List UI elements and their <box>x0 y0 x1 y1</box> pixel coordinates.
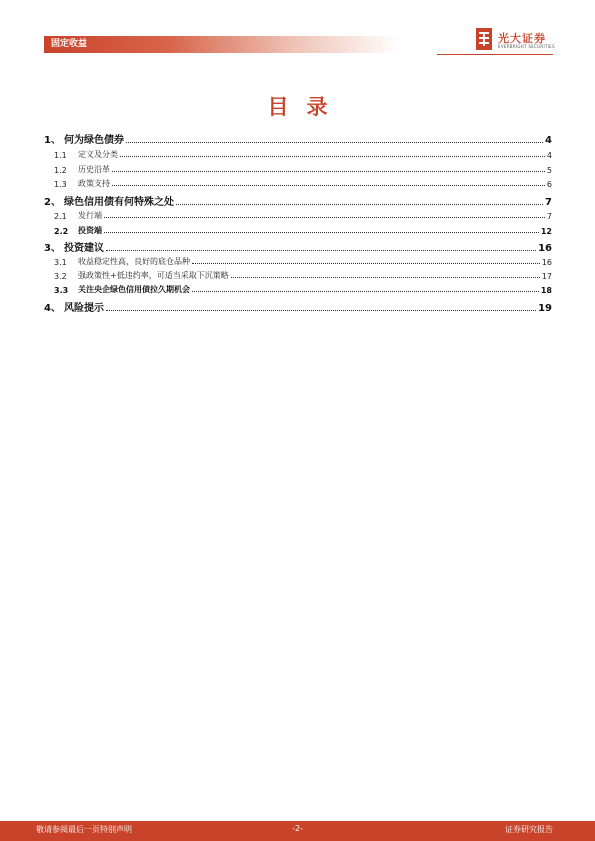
toc-entry[interactable] <box>44 256 552 267</box>
toc-entry-page: 16 <box>541 258 552 267</box>
brand-logo <box>476 28 556 52</box>
toc-entry-label: 历史沿革 <box>78 165 110 174</box>
toc-entry[interactable] <box>44 164 552 175</box>
toc-entry-page: 19 <box>538 303 552 314</box>
toc-entry-page: 17 <box>541 272 552 281</box>
toc-entry-number: 2、 <box>44 197 61 208</box>
toc-entry[interactable] <box>44 149 552 160</box>
toc-entry[interactable] <box>44 225 552 236</box>
toc-entry-number: 1、 <box>44 135 61 146</box>
everbright-logo-icon <box>476 28 492 50</box>
toc-entry-number: 3.3 <box>54 286 69 295</box>
toc-entry-page: 18 <box>540 286 552 295</box>
header-section-label: 固定收益 <box>51 39 88 49</box>
toc-leader-dots <box>106 310 536 311</box>
toc-entry-number: 1.3 <box>54 180 67 189</box>
toc-entry-label: 风险提示 <box>64 303 104 314</box>
toc-entry-number: 3.1 <box>54 258 67 267</box>
toc-entry-page: 5 <box>546 166 552 175</box>
toc-entry-label: 政策支持 <box>78 179 110 188</box>
toc-leader-dots <box>120 156 545 157</box>
footer-disclaimer: 敬请参阅最后一页特别声明 <box>36 825 132 834</box>
toc-entry-page: 6 <box>546 180 552 189</box>
toc-entry[interactable] <box>44 178 552 189</box>
toc-entry-page: 7 <box>546 212 552 221</box>
toc-leader-dots <box>104 217 545 218</box>
toc-leader-dots <box>192 263 540 264</box>
toc-entry-number: 1.2 <box>54 166 67 175</box>
toc-leader-dots <box>104 232 539 233</box>
header-section-bar <box>44 36 400 53</box>
toc-entry-label: 投资建议 <box>64 243 104 254</box>
toc-entry-label: 何为绿色债券 <box>64 135 124 146</box>
toc-entry-number: 4、 <box>44 303 61 314</box>
toc-entry-label: 强政策性+低违约率，可适当采取下沉策略 <box>78 271 229 280</box>
toc-entry-page: 4 <box>546 151 552 160</box>
footer-report-type: 证券研究报告 <box>505 825 553 834</box>
toc-entry-number: 2.1 <box>54 212 67 221</box>
toc-leader-dots <box>192 291 539 292</box>
brand-name-cn: 光大证券 <box>498 32 546 45</box>
page-title: 目录 <box>267 95 346 119</box>
toc-entry-label: 关注央企绿色信用债拉久期机会 <box>78 285 190 294</box>
toc-entry[interactable] <box>44 239 552 254</box>
toc-entry[interactable] <box>44 210 552 221</box>
toc-leader-dots <box>112 171 545 172</box>
toc-entry-label: 发行端 <box>78 211 102 220</box>
toc-leader-dots <box>126 142 543 143</box>
toc-entry-label: 投资端 <box>78 226 102 235</box>
toc-entry-page: 16 <box>538 243 552 254</box>
toc-entry-label: 绿色信用债有何特殊之处 <box>64 197 174 208</box>
toc-entry-number: 3.2 <box>54 272 67 281</box>
toc-entry-page: 12 <box>540 227 552 236</box>
toc-leader-dots <box>176 204 543 205</box>
toc-entry[interactable] <box>44 193 552 208</box>
toc-entry-label: 收益稳定性高，良好的底仓品种 <box>78 257 190 266</box>
toc-entry-number: 2.2 <box>54 227 69 236</box>
toc-leader-dots <box>231 277 540 278</box>
toc-entry-number: 1.1 <box>54 151 67 160</box>
toc-leader-dots <box>106 250 536 251</box>
toc-entry-page: 4 <box>545 135 552 146</box>
brand-name-en: EVERBRIGHT SECURITIES <box>498 44 555 49</box>
toc-entry[interactable] <box>44 270 552 281</box>
toc-entry[interactable] <box>44 284 552 295</box>
toc-leader-dots <box>112 185 545 186</box>
header-divider <box>437 54 553 55</box>
toc-entry[interactable] <box>44 299 552 314</box>
toc-entry-number: 3、 <box>44 243 61 254</box>
toc-entry-label: 定义及分类 <box>78 150 118 159</box>
toc-entry-page: 7 <box>545 197 552 208</box>
footer-page-number: -2- <box>292 824 303 833</box>
toc-entry[interactable] <box>44 131 552 146</box>
